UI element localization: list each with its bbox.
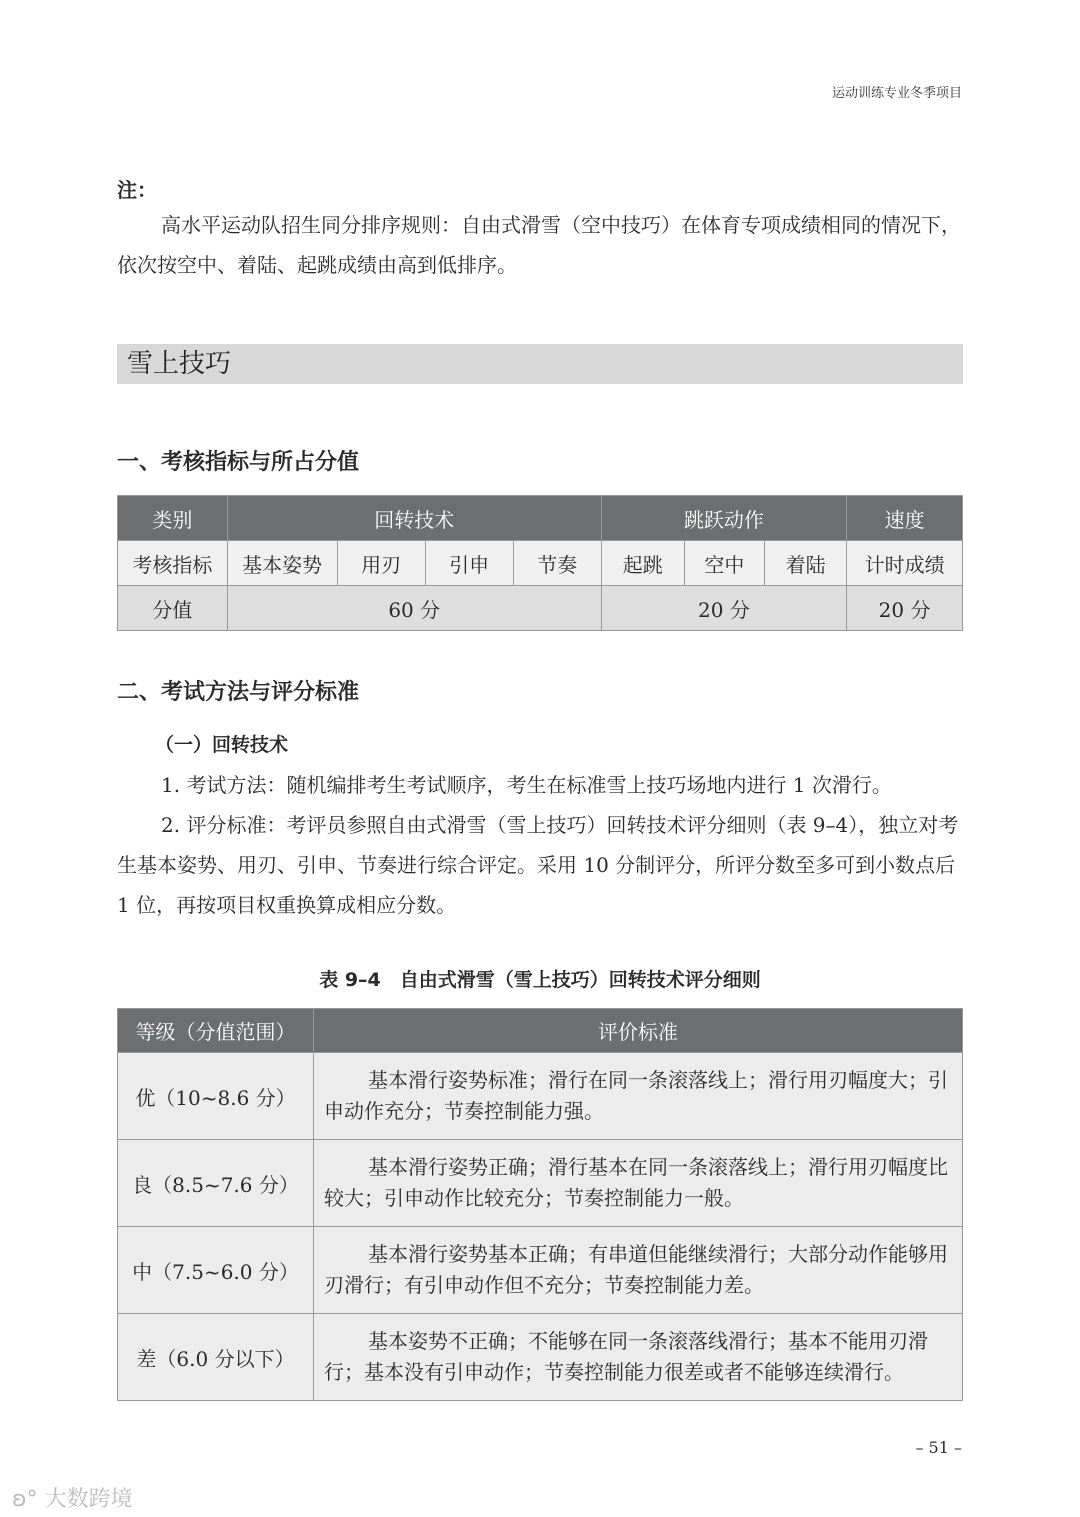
subheading-slalom: （一）回转技术 [155,734,289,756]
indicator: 起跳 [601,541,684,586]
method-text: 1. 考试方法：随机编排考生考试顺序，考生在标准雪上技巧场地内进行 1 次滑行。 [161,773,892,797]
indicator: 节奏 [513,541,601,586]
indicator: 着陆 [765,541,847,586]
header-slalom: 回转技术 [227,496,601,541]
indicator: 引申 [425,541,513,586]
table-row [118,1140,963,1227]
criteria: 基本滑行姿势标准；滑行在同一条滚落线上；滑行用刃幅度大；引申动作充分；节奏控制能力强。 [314,1053,963,1140]
note-text: 高水平运动队招生同分排序规则：自由式滑雪（空中技巧）在体育专项成绩相同的情况下，依次按空中、着陆、起跳成绩由高到低排序。 [117,213,961,277]
score-value: 60 分 [227,586,601,631]
header-speed: 速度 [847,496,963,541]
section-title: 雪上技巧 [117,344,963,384]
running-header: 运动训练专业冬季项目 [831,86,962,101]
criteria-text: 2. 评分标准：考评员参照自由式滑雪（雪上技巧）回转技术评分细则（表 9–4），独立对考生基本姿势、用刃、引申、节奏进行综合评定。采用 10 分制评分，所评分数至多可到小数点后 1 位，再按项目权重换算成相应分数。 [117,813,959,917]
indicator-label: 考核指标 [118,541,228,586]
watermark-logo-icon: ʚ° [12,1487,45,1512]
score-value: 20 分 [847,586,963,631]
indicator: 空中 [684,541,764,586]
score-label: 分值 [118,586,228,631]
page-number: – 51 – [915,1438,962,1457]
header-jump: 跳跃动作 [601,496,846,541]
grade: 中（7.5~6.0 分） [118,1227,314,1314]
indicator: 计时成绩 [847,541,963,586]
header-grade: 等级（分值范围） [118,1009,314,1053]
header-criteria: 评价标准 [314,1009,963,1053]
grading-table [117,1008,963,1401]
table-row [118,1227,963,1314]
note-label: 注： [117,178,157,202]
criteria: 基本滑行姿势基本正确；有串道但能继续滑行；大部分动作能够用刃滑行；有引申动作但不充分；节奏控制能力差。 [314,1227,963,1314]
table-row [118,1053,963,1140]
heading-1: 一、考核指标与所占分值 [117,449,360,475]
indicator: 基本姿势 [227,541,337,586]
score-table [117,495,963,631]
grade: 优（10~8.6 分） [118,1053,314,1140]
table-caption: 表 9–4 自由式滑雪（雪上技巧）回转技术评分细则 [319,969,761,991]
watermark: ʚ° 大数跨境 [12,1487,133,1512]
criteria: 基本姿势不正确；不能够在同一条滚落线滑行；基本不能用刃滑行；基本没有引申动作；节奏控制能力很差或者不能够连续滑行。 [314,1314,963,1401]
heading-2: 二、考试方法与评分标准 [117,679,360,705]
grade: 良（8.5~7.6 分） [118,1140,314,1227]
indicator: 用刃 [337,541,425,586]
table-row [118,1314,963,1401]
score-value: 20 分 [601,586,846,631]
criteria: 基本滑行姿势正确；滑行基本在同一条滚落线上；滑行用刃幅度比较大；引申动作比较充分；节奏控制能力一般。 [314,1140,963,1227]
header-category: 类别 [118,496,228,541]
grade: 差（6.0 分以下） [118,1314,314,1401]
